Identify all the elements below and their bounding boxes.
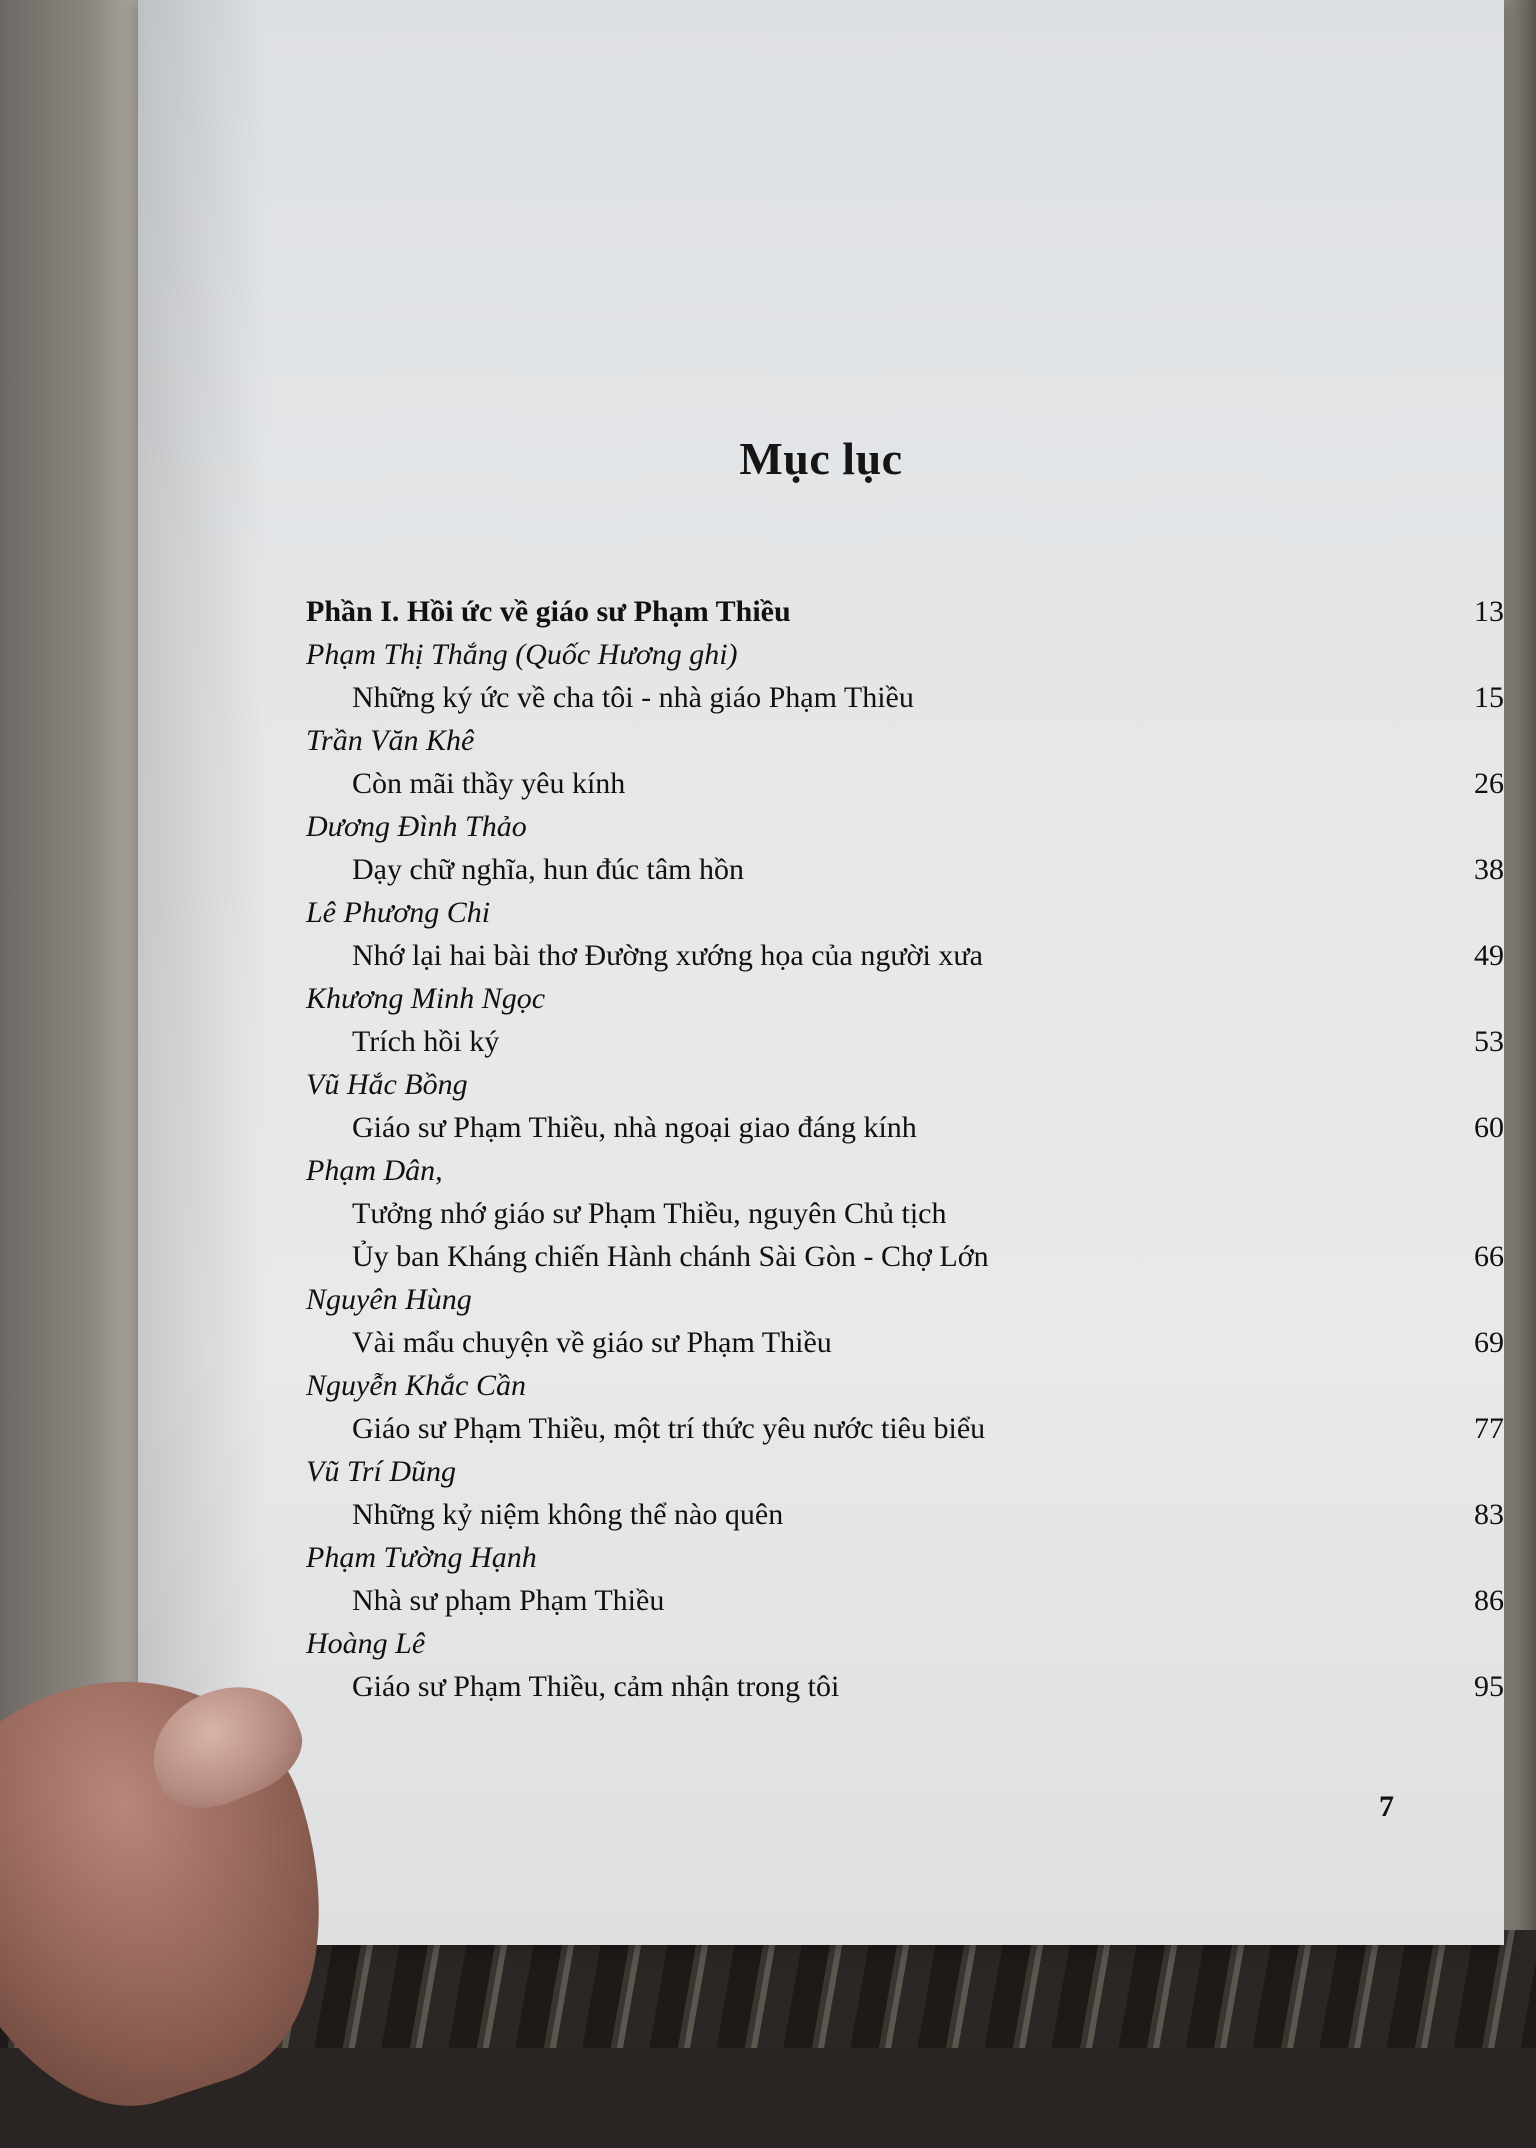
toc-page-number: 60 — [1474, 1111, 1504, 1144]
toc-entry — [306, 1407, 1504, 1450]
toc-entry-text: Giáo sư Phạm Thiều, nhà ngoại giao đáng kính — [352, 1111, 917, 1144]
toc-author — [306, 1622, 1504, 1665]
toc-page-number: 69 — [1474, 1326, 1504, 1359]
toc-author — [306, 1063, 1504, 1106]
toc-entry-text: Giáo sư Phạm Thiều, cảm nhận trong tôi — [352, 1670, 840, 1703]
toc-author — [306, 1278, 1504, 1321]
toc-entry — [306, 762, 1504, 805]
toc-entry — [306, 1665, 1504, 1708]
toc-author-text: Phạm Dân, — [306, 1154, 443, 1187]
toc-author-text: Trần Văn Khê — [306, 724, 475, 757]
toc-entry — [306, 1579, 1504, 1622]
toc-author-text: Hoàng Lê — [306, 1627, 426, 1660]
page-number: 7 — [1379, 1790, 1394, 1823]
toc-author-text: Vũ Trí Dũng — [306, 1455, 457, 1488]
toc-entry-text: Dạy chữ nghĩa, hun đúc tâm hồn — [352, 853, 745, 886]
toc-entry-text: Ủy ban Kháng chiến Hành chánh Sài Gòn - Chợ Lớn — [352, 1240, 989, 1273]
toc-page-number: 13 — [1474, 595, 1504, 628]
toc-entry-text: Nhớ lại hai bài thơ Đường xướng họa của người xưa — [352, 939, 983, 972]
toc-author — [306, 805, 1504, 848]
toc-part-text: Phần I. Hồi ức về giáo sư Phạm Thiều — [306, 595, 791, 628]
toc-entry-text: Còn mãi thầy yêu kính — [352, 767, 626, 800]
toc-entry — [306, 848, 1504, 891]
toc-author — [306, 891, 1504, 934]
toc-entry — [306, 1235, 1504, 1278]
toc-entry-text: Vài mẩu chuyện về giáo sư Phạm Thiều — [352, 1326, 832, 1359]
toc-entry — [306, 1106, 1504, 1149]
page-gutter-shadow — [138, 0, 268, 1945]
toc-author — [306, 633, 1504, 676]
table-of-contents — [306, 590, 1504, 1708]
toc-entry-text: Giáo sư Phạm Thiều, một trí thức yêu nước tiêu biểu — [352, 1412, 986, 1445]
toc-page-number: 86 — [1474, 1584, 1504, 1617]
toc-author — [306, 1450, 1504, 1493]
toc-author-text: Vũ Hắc Bồng — [306, 1068, 468, 1101]
toc-author-text: Dương Đình Thảo — [306, 810, 527, 843]
toc-page-number: 26 — [1474, 767, 1504, 800]
toc-page-number: 83 — [1474, 1498, 1504, 1531]
toc-entry — [306, 1493, 1504, 1536]
toc-page-number: 49 — [1474, 939, 1504, 972]
toc-page-number: 38 — [1474, 853, 1504, 886]
toc-author-text: Phạm Tường Hạnh — [306, 1541, 537, 1574]
toc-entry — [306, 934, 1504, 977]
toc-author-text: Khương Minh Ngọc — [306, 982, 546, 1015]
toc-entry-text: Những kỷ niệm không thể nào quên — [352, 1498, 784, 1531]
toc-author — [306, 1149, 1504, 1192]
background-edge — [1500, 0, 1536, 1960]
toc-author-text: Lê Phương Chi — [306, 896, 491, 929]
page-title: Mục lục — [739, 433, 903, 484]
toc-page-number: 95 — [1474, 1670, 1504, 1703]
toc-entry — [306, 1321, 1504, 1364]
toc-page-number: 15 — [1474, 681, 1504, 714]
toc-entry — [306, 1192, 1504, 1235]
toc-author — [306, 1536, 1504, 1579]
toc-author-text: Nguyễn Khắc Cần — [306, 1369, 526, 1402]
toc-author-text: Phạm Thị Thắng (Quốc Hương ghi) — [306, 638, 738, 671]
toc-page-number: 66 — [1474, 1240, 1504, 1273]
toc-entry — [306, 1020, 1504, 1063]
book-page — [138, 0, 1504, 1945]
toc-entry-text: Nhà sư phạm Phạm Thiều — [352, 1584, 665, 1617]
toc-entry-text: Tưởng nhớ giáo sư Phạm Thiều, nguyên Chủ tịch — [352, 1197, 947, 1230]
toc-author — [306, 719, 1504, 762]
toc-author — [306, 1364, 1504, 1407]
toc-author — [306, 977, 1504, 1020]
toc-page-number: 77 — [1474, 1412, 1504, 1445]
toc-entry-text: Những ký ức về cha tôi - nhà giáo Phạm Thiều — [352, 681, 914, 714]
toc-page-number: 53 — [1474, 1025, 1504, 1058]
toc-entry — [306, 676, 1504, 719]
toc-entry-text: Trích hồi ký — [352, 1025, 500, 1058]
toc-author-text: Nguyên Hùng — [306, 1283, 472, 1316]
toc-part — [306, 590, 1504, 633]
